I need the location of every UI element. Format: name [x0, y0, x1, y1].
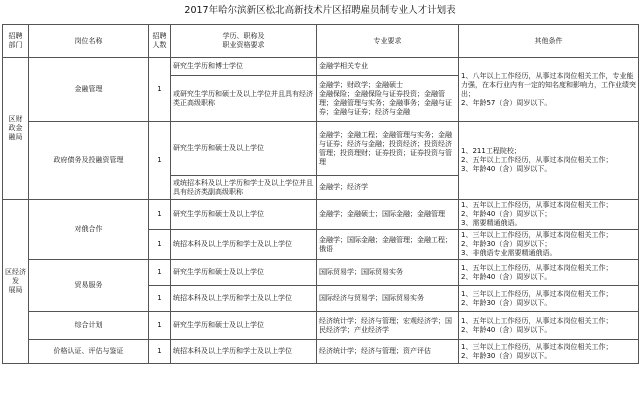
header-row: [3, 25, 639, 58]
other-cell: 1、三年以上工作经历，从事过本岗位相关工作； 2、年龄30（含）周岁以下； 3、非俄语专业需要精通俄语。: [459, 230, 639, 260]
education-cell: 研究生学历和硕士及以上学位: [171, 312, 317, 340]
education-cell: 研究生学历和硕士及以上学位: [171, 122, 317, 176]
major-cell: 金融学；金融工程；金融管理与实务；金融与证券；经济与金融；投资经济；投资经济管理；投资理财；证券投资；证券投资与管理: [317, 122, 459, 176]
dept-cell-finance: 区财 政金 融局: [3, 58, 29, 200]
count-cell: 1: [149, 58, 171, 122]
dept-cell-econ: 区经济发 展局: [3, 200, 29, 364]
major-cell: 金融学；金融硕士；国际金融；金融管理: [317, 200, 459, 230]
header-other: 其他条件: [459, 25, 639, 58]
document-title: 2017年哈尔滨新区松北高新技术片区招聘雇员制专业人才计划表: [184, 5, 456, 16]
other-cell: 1、三年以上工作经历，从事过本岗位相关工作； 2、年龄30（含）周岁以下。: [459, 286, 639, 312]
major-cell: 国际经济与贸易学；国际贸易实务: [317, 286, 459, 312]
table-row: [3, 260, 639, 286]
major-cell: 金融学；财政学；金融硕士 金融保险；金融保险与证券投资；金融管理；金融管理与实务；金融事务；金融与证券；金融与证券；经济与金融: [317, 76, 459, 122]
table-row: [3, 122, 639, 176]
position-cell: 政府债务及投融资管理: [29, 122, 149, 200]
major-cell: 经济统计学；经济与管理；宏观经济学；国民经济学；产业经济学: [317, 312, 459, 340]
header-position: 岗位名称: [29, 25, 149, 58]
other-cell: 1、五年以上工作经历，从事过本岗位相关工作； 2、年龄40（含）周岁以下。: [459, 312, 639, 340]
other-cell: 1、三年以上工作经历，从事过本岗位相关工作； 2、年龄30（含）周岁以下。: [459, 340, 639, 364]
table-row: [3, 58, 639, 76]
count-cell: 1: [149, 122, 171, 200]
major-cell: 金融学相关专业: [317, 58, 459, 76]
table-row: [3, 340, 639, 364]
other-cell: 1、五年以上工作经历，从事过本岗位相关工作； 2、年龄40（含）周岁以下； 3、需要精通俄语。: [459, 200, 639, 230]
other-cell: 1、五年以上工作经历，从事过本岗位相关工作； 2、年龄40（含）周岁以下。: [459, 260, 639, 286]
position-cell: 综合计划: [29, 312, 149, 340]
count-cell: 1: [149, 286, 171, 312]
education-cell: 研究生学历和硕士及以上学位: [171, 260, 317, 286]
header-dept: 招聘 部门: [3, 25, 29, 58]
education-cell: 或研究生学历和硕士及以上学位并且具有经济类正高级职称: [171, 76, 317, 122]
header-education: 学历、职称及 职业资格要求: [171, 25, 317, 58]
position-cell: 价格认证、评估与鉴证: [29, 340, 149, 364]
education-cell: 统招本科及以上学历和学士及以上学位: [171, 230, 317, 260]
other-cell: 1、八年以上工作经历，从事过本岗位相关工作，专业能力强，在本行业内有一定的知名度和影响力，工作业绩突出； 2、年龄57（含）周岁以下。: [459, 58, 639, 122]
major-cell: 经济统计学；经济与管理；资产评估: [317, 340, 459, 364]
major-cell: 金融学；经济学: [317, 176, 459, 200]
count-cell: 1: [149, 340, 171, 364]
major-cell: 金融学；国际金融；金融管理；金融工程；俄语: [317, 230, 459, 260]
education-cell: 统招本科及以上学历和学士及以上学位: [171, 340, 317, 364]
other-cell: 1、211工程院校； 2、五年以上工作经历，从事过本岗位相关工作； 3、年龄40（含）周岁以下。: [459, 122, 639, 200]
education-cell: 统招本科及以上学历和学士及以上学位: [171, 286, 317, 312]
table-row: [3, 200, 639, 230]
count-cell: 1: [149, 312, 171, 340]
major-cell: 国际贸易学；国际贸易实务: [317, 260, 459, 286]
table-row: [3, 312, 639, 340]
recruitment-table: [2, 24, 639, 364]
position-cell: 贸易服务: [29, 260, 149, 312]
count-cell: 1: [149, 200, 171, 230]
education-cell: 研究生学历和硕士及以上学位: [171, 200, 317, 230]
count-cell: 1: [149, 230, 171, 260]
header-count: 招聘 人数: [149, 25, 171, 58]
education-cell: 研究生学历和博士学位: [171, 58, 317, 76]
position-cell: 对俄合作: [29, 200, 149, 260]
count-cell: 1: [149, 260, 171, 286]
education-cell: 或统招本科及以上学历和学士及以上学位并且具有经济类副高级职称: [171, 176, 317, 200]
header-major: 专业要求: [317, 25, 459, 58]
position-cell: 金融管理: [29, 58, 149, 122]
